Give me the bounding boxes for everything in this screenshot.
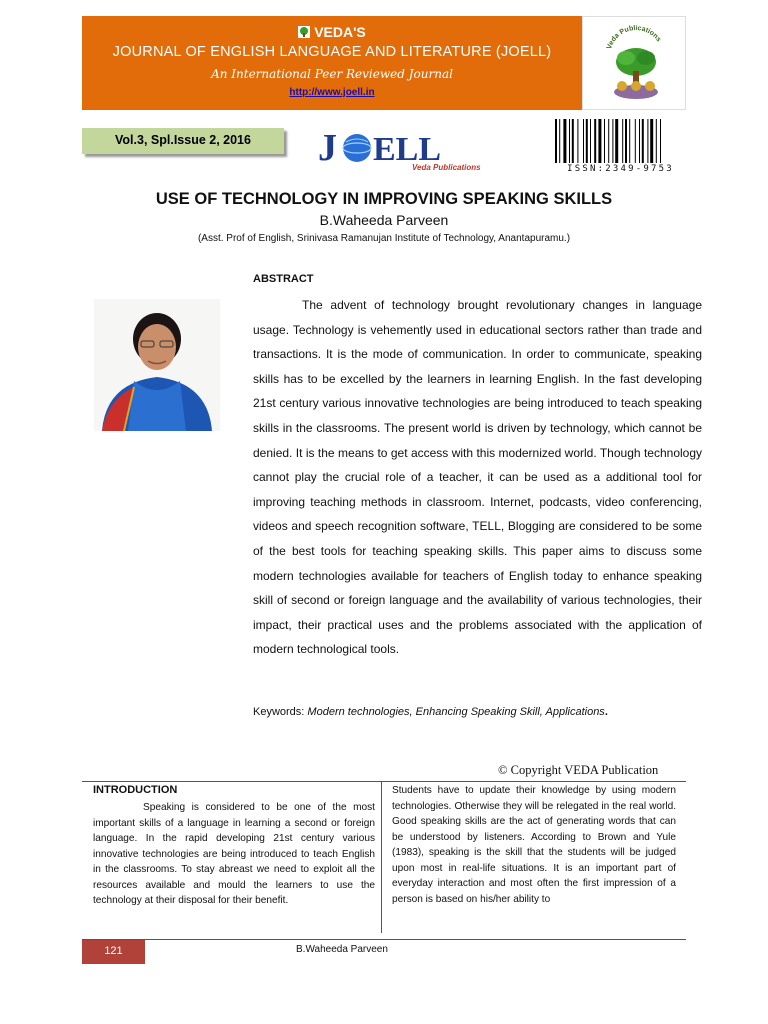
page-number-box	[82, 940, 145, 964]
barcode	[553, 119, 688, 163]
column-divider	[381, 781, 382, 933]
author-affiliation: (Asst. Prof of English, Srinivasa Ramanujan Institute of Technology, Anantapuramu.)	[197, 233, 571, 244]
barcode-bar	[639, 119, 640, 163]
barcode-bar	[612, 119, 613, 163]
barcode-bar	[559, 119, 560, 163]
barcode-bar	[598, 119, 601, 163]
journal-banner	[82, 16, 582, 110]
barcode-bar	[635, 119, 636, 163]
svg-text:Veda Publications: Veda Publications	[605, 24, 663, 51]
barcode-bar	[625, 119, 627, 163]
barcode-bar	[572, 119, 574, 163]
veda-tree-icon	[298, 26, 310, 38]
barcode-bar	[569, 119, 570, 163]
veda-publications-logo	[582, 16, 686, 110]
barcode-bar	[656, 119, 657, 163]
svg-text:J: J	[318, 127, 337, 169]
publisher-name: VEDA'S	[82, 24, 582, 40]
barcode-bar	[577, 119, 578, 163]
footer-divider	[82, 939, 686, 940]
svg-text:Veda Publications: Veda Publications	[412, 163, 481, 172]
introduction-heading: INTRODUCTION	[93, 784, 178, 796]
barcode-bar	[563, 119, 566, 163]
barcode-bar	[604, 119, 605, 163]
barcode-bar	[642, 119, 644, 163]
barcode-bar	[622, 119, 623, 163]
barcode-bar	[583, 119, 584, 163]
journal-tagline: An International Peer Reviewed Journal	[211, 67, 453, 81]
section-divider	[82, 781, 686, 782]
abstract-heading: ABSTRACT	[253, 273, 314, 285]
barcode-bar	[586, 119, 588, 163]
issn-number: ISSN:2349-9753	[567, 164, 674, 174]
keywords-value: Modern technologies, Enhancing Speaking Skill, Applications	[307, 706, 605, 718]
barcode-bar	[594, 119, 596, 163]
svg-text:ELL: ELL	[373, 131, 442, 168]
journal-name: JOURNAL OF ENGLISH LANGUAGE AND LITERATURE (JOELL)	[112, 44, 552, 60]
globe-icon	[343, 134, 371, 162]
barcode-bar	[615, 119, 618, 163]
barcode-bar	[650, 119, 653, 163]
abstract-text: The advent of technology brought revolutionary changes in language usage. Technology is vehemently used in educational sectors rather than trade and transactions. It is the mode of communication. In order to communicate, speaking skills has to be excelled by the learners in learning English. In the fast developing 21st century various innovative technologies are being introduced to teach speaking skills in the classrooms. The present world is driven by technology, which cannot be denied. It is the means to get access with this modernized world. Though technology cannot play the crucial role of a teacher, it can be used as a additional tool for improving teaching methods in classroom. Internet, podcasts, video conferencing, videos and speech recognition software, TELL, Blogging are considered to be some of the best tools for teaching speaking skills. This paper aims to discuss some modern technologies available for teachers of English today to enhance speaking skill of second or foreign language and the availability of various technologies, their impact, their practical uses and the problems associated with the application of modern technological tools.	[253, 298, 702, 657]
page-number: 121	[104, 945, 123, 957]
veda-logo-icon	[582, 16, 686, 110]
barcode-bar	[590, 119, 591, 163]
copyright-notice: © Copyright VEDA Publication	[498, 763, 659, 777]
author-name: B.Waheeda Parveen	[319, 212, 449, 228]
keywords-line: Keywords: Modern technologies, Enhancing Speaking Skill, Applications.	[253, 706, 608, 718]
barcode-bar	[660, 119, 661, 163]
issue-tag	[82, 128, 284, 154]
author-photo	[94, 299, 220, 431]
issue-label: Vol.3, Spl.Issue 2, 2016	[115, 133, 251, 147]
barcode-bar	[555, 119, 557, 163]
joell-logo	[316, 122, 486, 174]
barcode-bar	[647, 119, 648, 163]
keywords-label: Keywords	[253, 706, 302, 718]
paper-title: USE OF TECHNOLOGY IN IMPROVING SPEAKING SKILLS	[155, 190, 613, 208]
barcode-bar	[608, 119, 609, 163]
introduction-right-column: Students have to update their knowledge by using modern technologies. Otherwise they will be relegated in the real world. Good speaking skills are the act of generating words that can be understood by listeners. According to Brown and Yule (1983), speaking is the skill that the students will be judged upon most in real-life situations. It is an important part of everyday interaction and most often the first impression of a person is based on his/her ability to	[392, 785, 676, 905]
barcode-bar	[629, 119, 630, 163]
footer-author: B.Waheeda Parveen	[296, 944, 388, 955]
introduction-left-column: Speaking is considered to be one of the most important skills of a language in learning a second or foreign language. In the rapid developing 21st century various innovative technologies are being introduced to teach English in the classrooms. To stay abreast we need to exploit all the resources available and mould the learners to use the technology at their disposal for their benefit.	[93, 802, 375, 906]
journal-url-link[interactable]: http://www.joell.in	[289, 87, 375, 98]
